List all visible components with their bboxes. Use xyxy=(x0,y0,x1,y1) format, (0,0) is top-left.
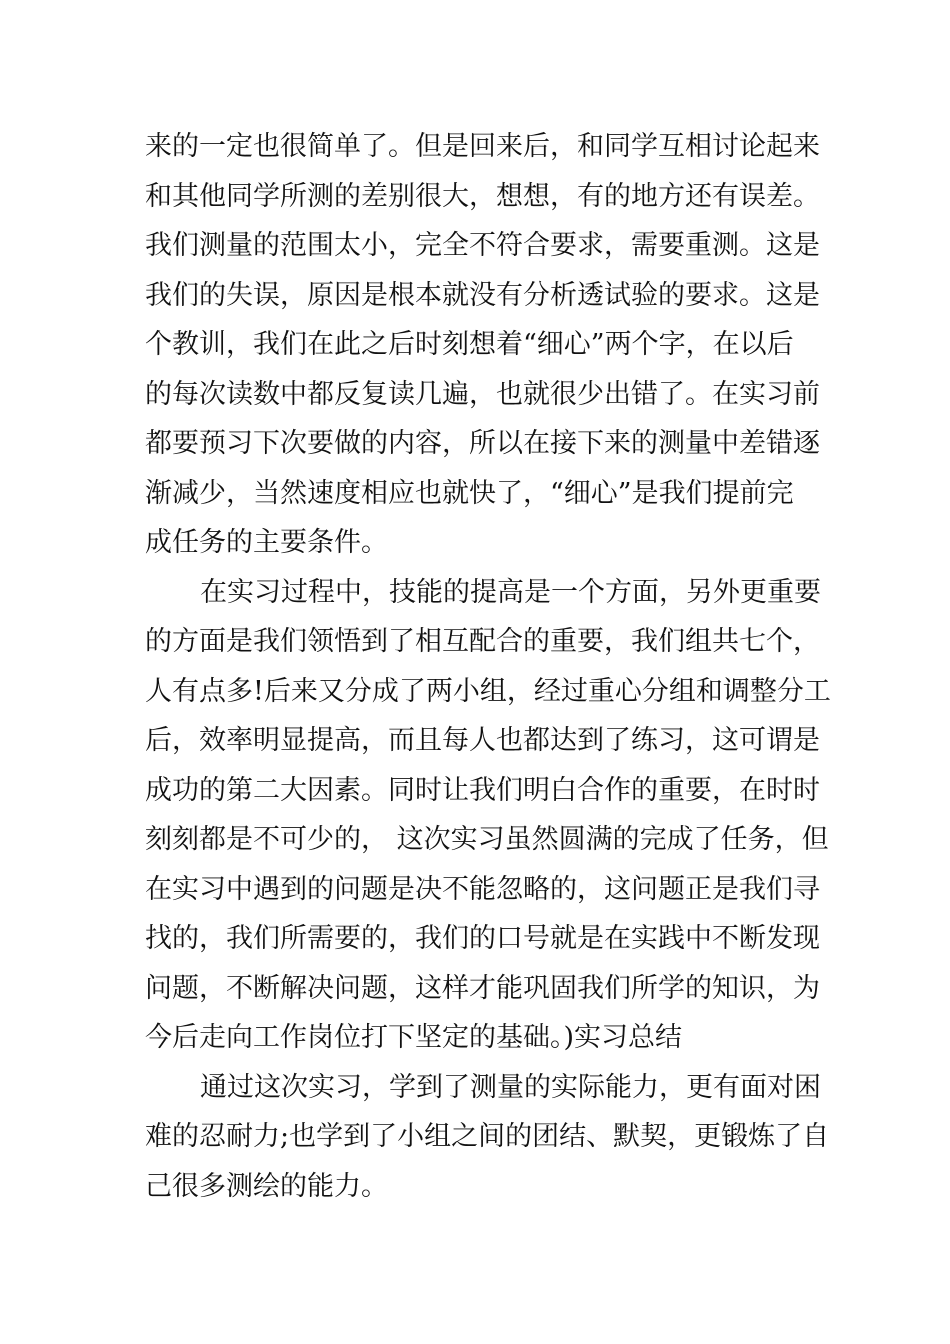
text-line: 个教训，我们在此之后时刻想着“细心”两个字，在以后 xyxy=(145,329,794,360)
text-line: 问题，不断解决问题，这样才能巩固我们所学的知识，为 xyxy=(145,972,820,1004)
text-line: 的方面是我们领悟到了相互配合的重要，我们组共七个， xyxy=(145,626,820,657)
text-line: 来的一定也很简单了。但是回来后，和同学互相讨论起来 xyxy=(145,131,820,162)
paragraph-first-line: 通过这次实习，学到了测量的实际能力，更有面对困 xyxy=(200,1071,821,1103)
text-line: 我们的失误，原因是根本就没有分析透试验的要求。这是 xyxy=(145,279,820,311)
text-line: 成任务的主要条件。 xyxy=(145,527,388,558)
text-line: 渐减少，当然速度相应也就快了，“细心”是我们提前完 xyxy=(145,477,794,509)
text-line: 的每次读数中都反复读几遍，也就很少出错了。在实习前 xyxy=(145,378,820,410)
text-line: 刻刻都是不可少的， 这次实习虽然圆满的完成了任务，但 xyxy=(145,824,829,855)
text-line: 我们测量的范围太小，完全不符合要求，需要重测。这是 xyxy=(145,230,820,261)
text-line: 人有点多!后来又分成了两小组，经过重心分组和调整分工 xyxy=(145,675,831,707)
text-line: 找的，我们所需要的，我们的口号就是在实践中不断发现 xyxy=(145,923,820,954)
text-line: 在实习中遇到的问题是决不能忽略的，这问题正是我们寻 xyxy=(145,873,820,905)
text-line: 后，效率明显提高，而且每人也都达到了练习，这可谓是 xyxy=(145,725,820,756)
text-line: 今后走向工作岗位打下坚定的基础。)实习总结 xyxy=(145,1022,683,1053)
text-line: 成功的第二大因素。同时让我们明白合作的重要，在时时 xyxy=(145,774,820,806)
paragraph-first-line: 在实习过程中，技能的提高是一个方面，另外更重要 xyxy=(200,576,821,608)
text-line: 都要预习下次要做的内容，所以在接下来的测量中差错逐 xyxy=(145,428,820,459)
text-line: 和其他同学所测的差别很大，想想，有的地方还有误差。 xyxy=(145,180,820,212)
text-line: 难的忍耐力;也学到了小组之间的团结、默契，更锻炼了自 xyxy=(145,1121,830,1152)
text-line: 己很多测绘的能力。 xyxy=(145,1170,388,1202)
